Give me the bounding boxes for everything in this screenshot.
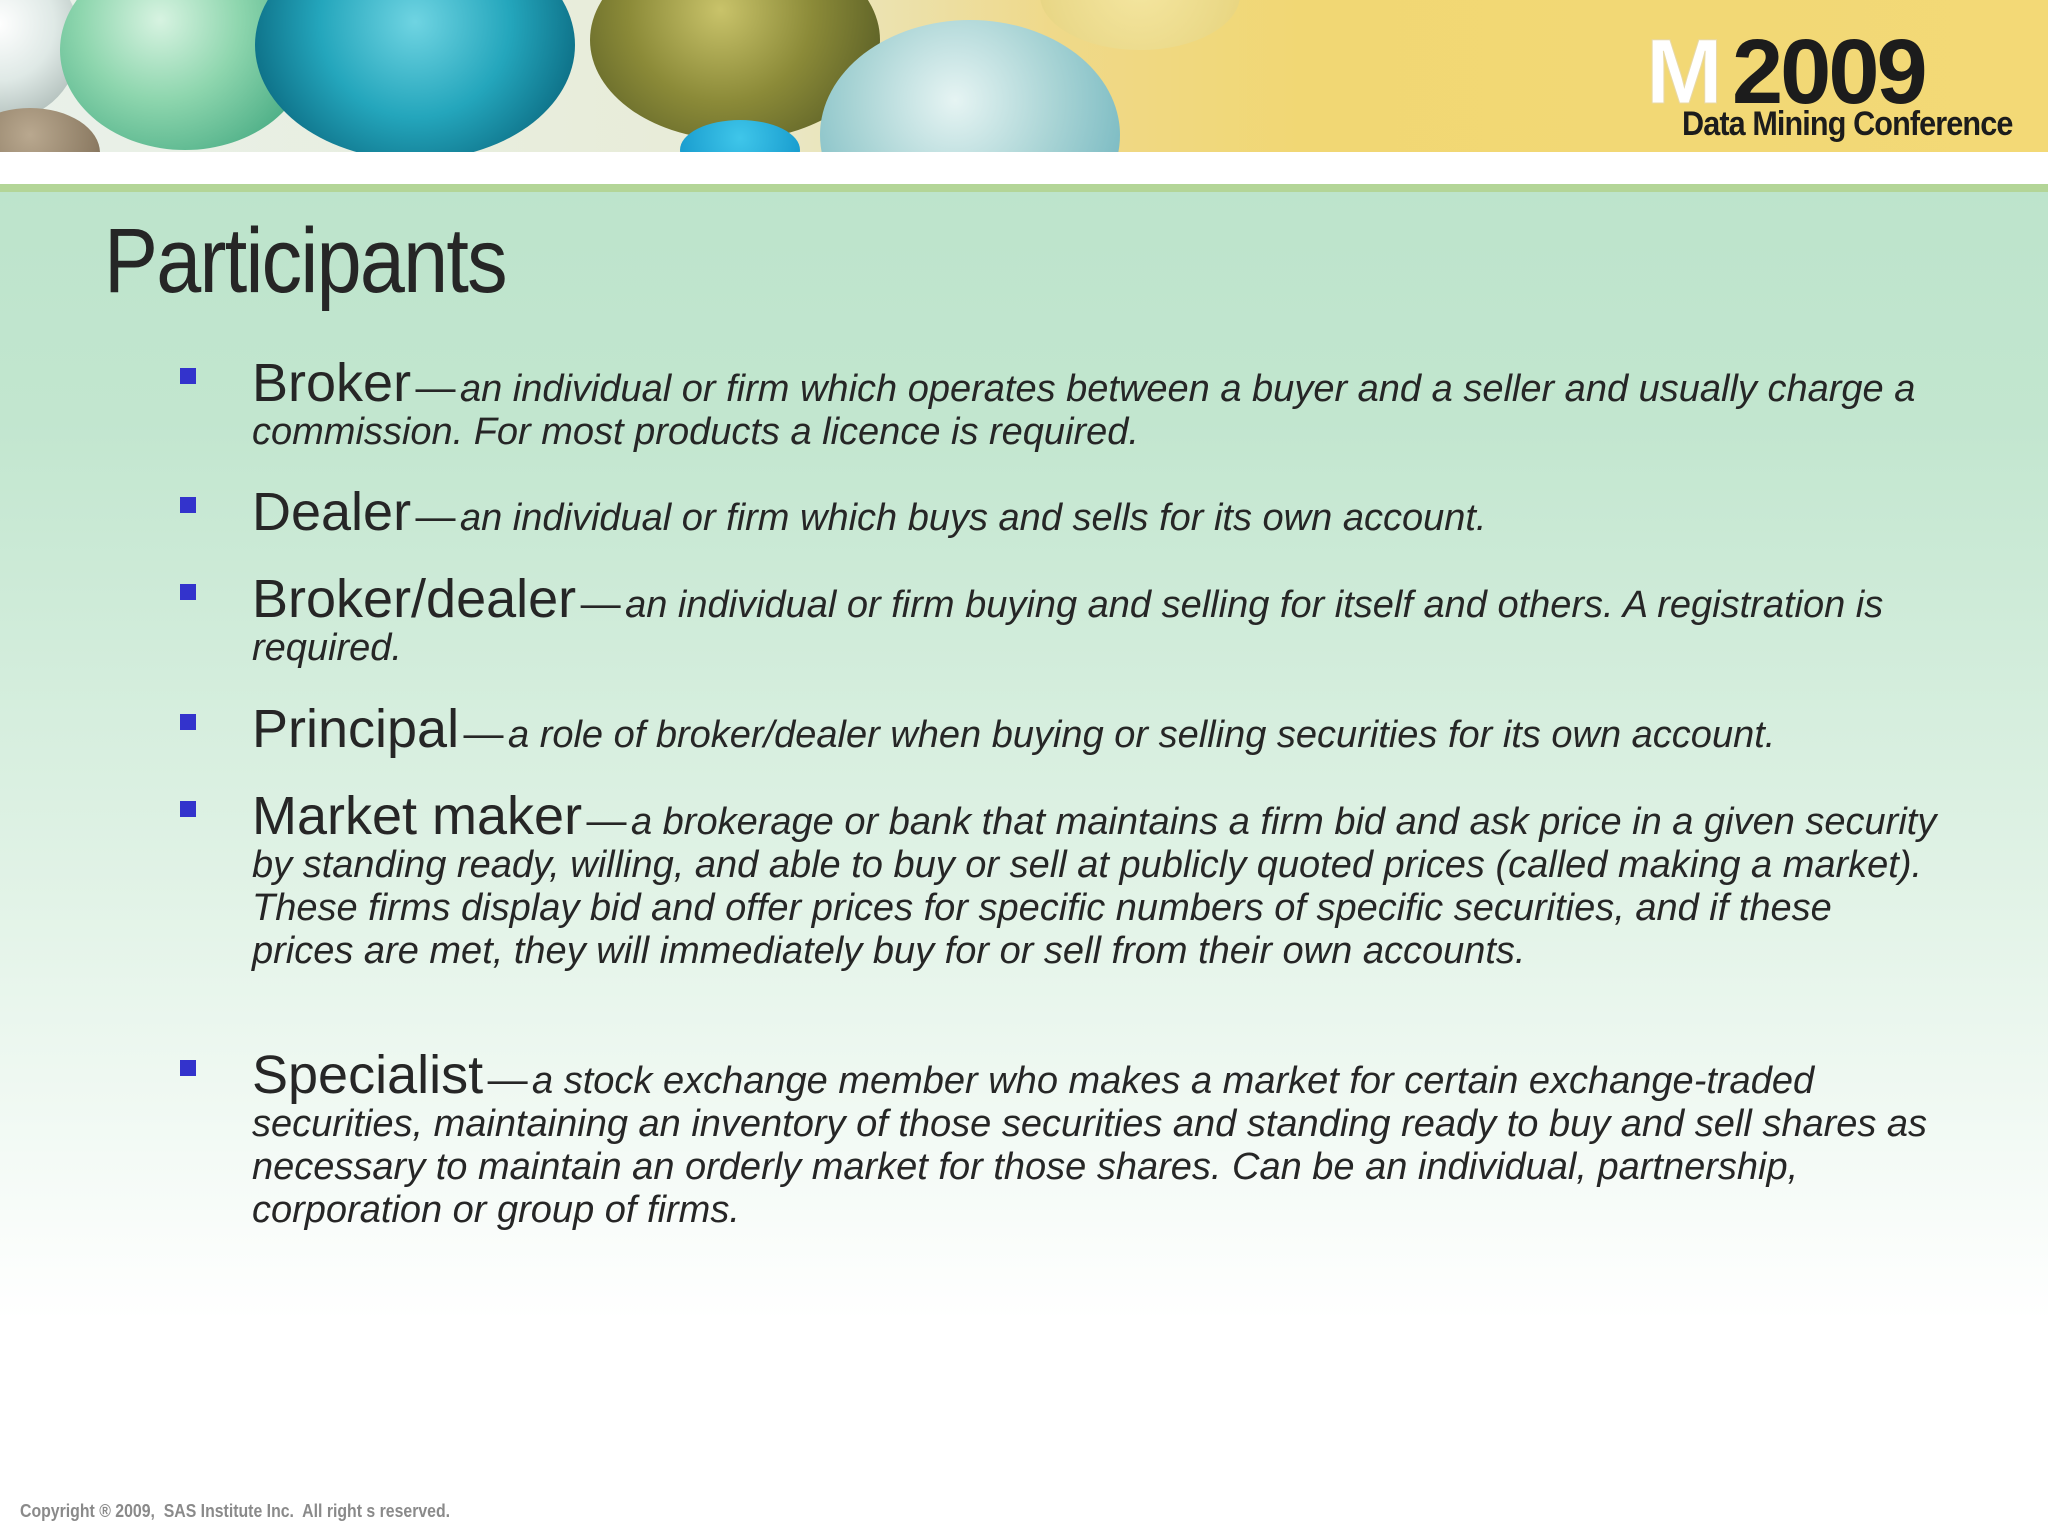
bullet-text bbox=[252, 1045, 1940, 1232]
separator: — bbox=[487, 1058, 528, 1102]
definition: a stock exchange member who makes a market for certain exchange-traded securities, maintaining an inventory of those securities and standing ready to buy and sell shares as necessary to maintain an orderly market for those shares. Can be an individual, partnership, corporation or group of firms. bbox=[252, 1060, 1928, 1231]
separator: — bbox=[580, 582, 621, 626]
bullet-square-icon bbox=[180, 801, 196, 817]
term: Dealer bbox=[252, 482, 412, 542]
bullet-square-icon bbox=[180, 368, 196, 384]
logo-year: 2009 bbox=[1732, 21, 1925, 123]
term: Principal bbox=[252, 699, 460, 759]
term: Broker/dealer bbox=[252, 569, 577, 629]
definition: an individual or firm buying and selling for itself and others. A registration is required. bbox=[252, 584, 1884, 669]
bullet-text bbox=[252, 699, 1940, 759]
bullet-text bbox=[252, 786, 1940, 973]
term: Broker bbox=[252, 353, 412, 413]
logo-letter: M bbox=[1646, 21, 1719, 123]
bullet-square-icon bbox=[180, 497, 196, 513]
term: Market maker bbox=[252, 786, 583, 846]
separator: — bbox=[415, 495, 456, 539]
copyright-notice: Copyright ® 2009, SAS Institute Inc. All right s reserved. bbox=[20, 1501, 451, 1521]
bullet-square-icon bbox=[180, 1060, 196, 1076]
definition: an individual or firm which operates between a buyer and a seller and usually charge a commission. For most products a licence is required. bbox=[252, 368, 1916, 453]
term: Specialist bbox=[252, 1045, 484, 1105]
slide-title: Participants bbox=[104, 210, 506, 312]
separator: — bbox=[415, 366, 456, 410]
bullet-square-icon bbox=[180, 584, 196, 600]
bullet-text bbox=[252, 482, 1940, 542]
definition: a role of broker/dealer when buying or selling securities for its own account. bbox=[508, 714, 1776, 756]
separator: — bbox=[463, 712, 504, 756]
bullet-text bbox=[252, 569, 1940, 670]
bullet-text bbox=[252, 353, 1940, 454]
definition: an individual or firm which buys and sells for its own account. bbox=[459, 497, 1487, 539]
logo-subtitle: Data Mining Conference bbox=[1682, 105, 2013, 143]
definition: a brokerage or bank that maintains a firm bid and ask price in a given security by standing ready, willing, and able to buy or sell at publicly quoted prices (called making a market). These firms display bid and offer prices for specific numbers of specific securities, and if these prices are met, they will immediately buy for or sell from their own accounts. bbox=[252, 801, 1937, 972]
separator: — bbox=[586, 799, 627, 843]
bullet-square-icon bbox=[180, 714, 196, 730]
